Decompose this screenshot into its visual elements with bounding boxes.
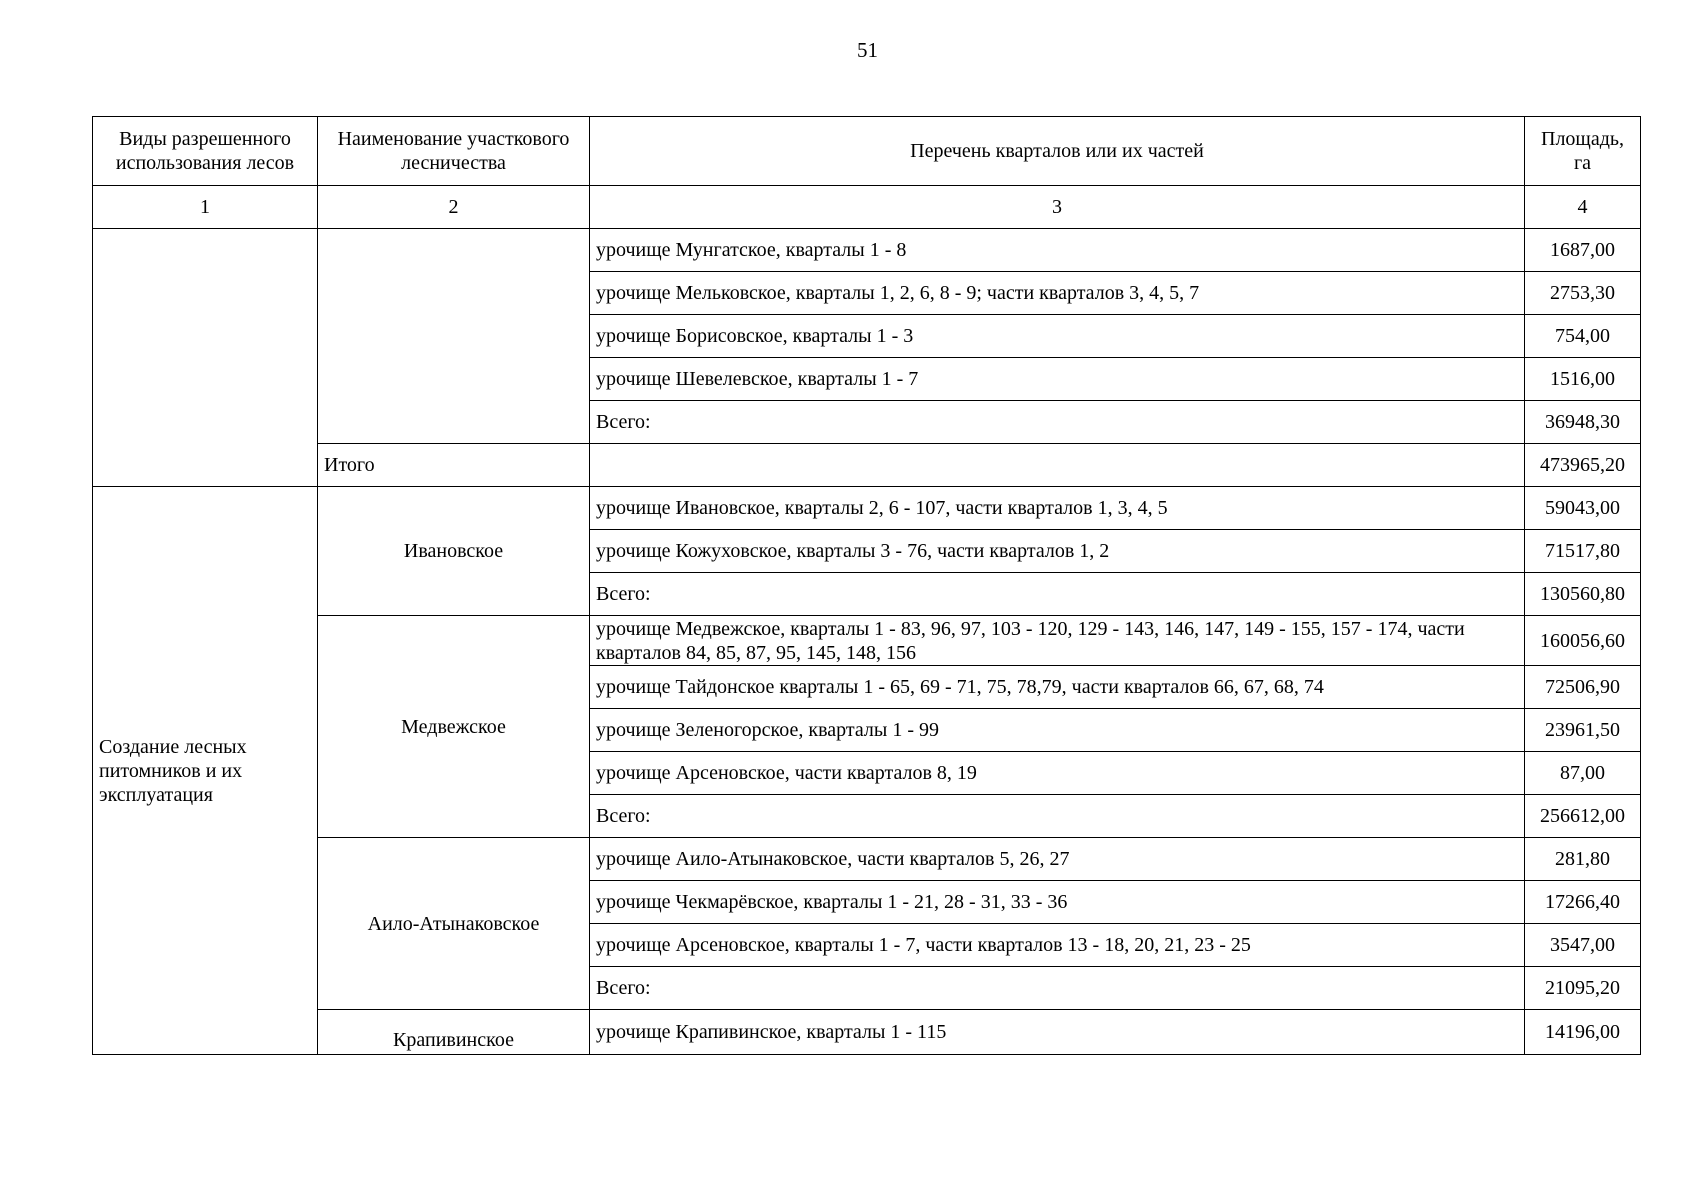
quarters-cell: урочище Мельковское, кварталы 1, 2, 6, 8 - 9; части кварталов 3, 4, 5, 7 [590,272,1525,315]
use-type-cell-empty [93,229,318,487]
column-number: 3 [590,186,1525,229]
table-row [93,1010,1641,1055]
forestry-name: Ивановское [318,487,590,616]
grand-total-empty [590,444,1525,487]
grand-total-label: Итого [318,444,590,487]
header-forestry: Наименование участкового лесничества [318,117,590,186]
page-number: 51 [857,38,878,62]
area-cell: 160056,60 [1525,616,1641,666]
forestry-name: Крапивинское [318,1010,590,1055]
subtotal-label: Всего: [590,401,1525,444]
area-cell: 71517,80 [1525,530,1641,573]
area-cell: 1687,00 [1525,229,1641,272]
quarters-cell: урочище Чекмарёвское, кварталы 1 - 21, 28 - 31, 33 - 36 [590,881,1525,924]
header-row [93,117,1641,186]
quarters-cell: урочище Кожуховское, кварталы 3 - 76, части кварталов 1, 2 [590,530,1525,573]
quarters-cell: урочище Борисовское, кварталы 1 - 3 [590,315,1525,358]
quarters-cell: урочище Арсеновское, кварталы 1 - 7, части кварталов 13 - 18, 20, 21, 23 - 25 [590,924,1525,967]
table-row [93,838,1641,881]
area-cell: 3547,00 [1525,924,1641,967]
forestry-name: Медвежское [318,616,590,838]
forestry-cell-empty [318,229,590,444]
forest-use-table [92,116,1641,1055]
area-cell: 1516,00 [1525,358,1641,401]
subtotal-label: Всего: [590,967,1525,1010]
area-cell: 281,80 [1525,838,1641,881]
table-row [93,229,1641,272]
column-number: 2 [318,186,590,229]
quarters-cell: урочище Шевелевское, кварталы 1 - 7 [590,358,1525,401]
column-number: 4 [1525,186,1641,229]
area-cell: 72506,90 [1525,666,1641,709]
header-use-type: Виды разрешенного использования лесов [93,117,318,186]
grand-total-row [93,444,1641,487]
column-number-row [93,186,1641,229]
quarters-cell: урочище Ивановское, кварталы 2, 6 - 107, части кварталов 1, 3, 4, 5 [590,487,1525,530]
quarters-cell: урочище Тайдонское кварталы 1 - 65, 69 - 71, 75, 78,79, части кварталов 66, 67, 68, 74 [590,666,1525,709]
subtotal-label: Всего: [590,573,1525,616]
subtotal-area: 36948,30 [1525,401,1641,444]
subtotal-area: 21095,20 [1525,967,1641,1010]
subtotal-label: Всего: [590,795,1525,838]
quarters-cell: урочище Крапивинское, кварталы 1 - 115 [590,1010,1525,1055]
area-cell: 14196,00 [1525,1010,1641,1055]
subtotal-area: 130560,80 [1525,573,1641,616]
quarters-cell: урочище Мунгатское, кварталы 1 - 8 [590,229,1525,272]
table-row [93,487,1641,530]
header-quarters: Перечень кварталов или их частей [590,117,1525,186]
use-type-cell: Создание лесных питомников и их эксплуатация [93,487,318,1055]
area-cell: 754,00 [1525,315,1641,358]
subtotal-area: 256612,00 [1525,795,1641,838]
area-cell: 2753,30 [1525,272,1641,315]
table-row [93,616,1641,666]
area-cell: 59043,00 [1525,487,1641,530]
area-cell: 17266,40 [1525,881,1641,924]
header-area: Площадь, га [1525,117,1641,186]
area-cell: 87,00 [1525,752,1641,795]
quarters-cell: урочище Зеленогорское, кварталы 1 - 99 [590,709,1525,752]
grand-total-area: 473965,20 [1525,444,1641,487]
forestry-name: Аило-Атынаковское [318,838,590,1010]
column-number: 1 [93,186,318,229]
quarters-cell: урочище Аило-Атынаковское, части кварталов 5, 26, 27 [590,838,1525,881]
quarters-cell: урочище Медвежское, кварталы 1 - 83, 96, 97, 103 - 120, 129 - 143, 146, 147, 149 - 155, 157 - 174, части кварталов 84, 85, 87, 95, 145, 148, 156 [590,616,1525,666]
quarters-cell: урочище Арсеновское, части кварталов 8, 19 [590,752,1525,795]
area-cell: 23961,50 [1525,709,1641,752]
